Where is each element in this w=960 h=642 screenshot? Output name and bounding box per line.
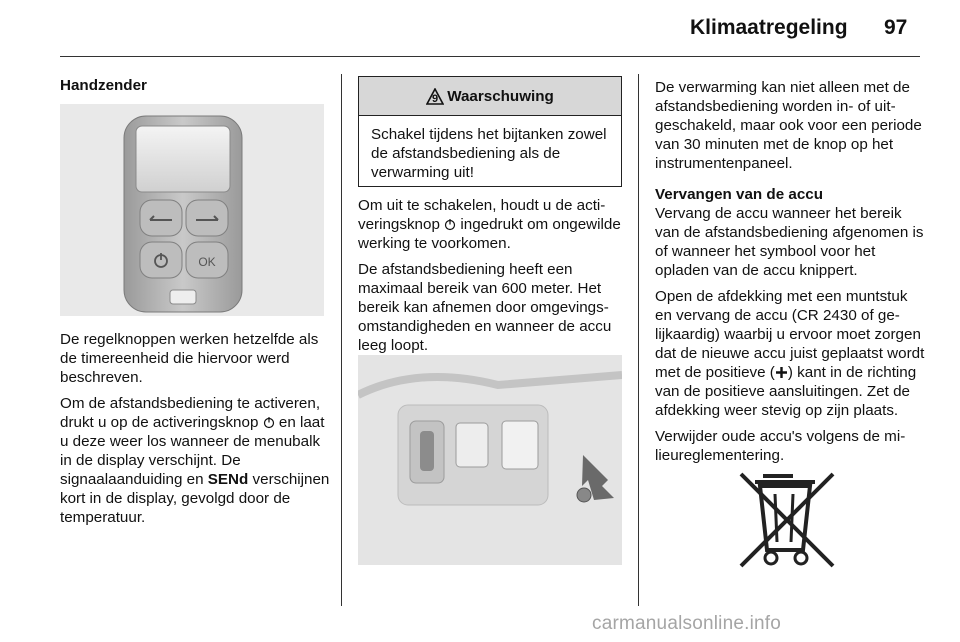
text: verschijnen kort in de display, gevolgd door de temperatuur. — [60, 471, 330, 526]
warning-box — [358, 76, 622, 187]
section-heading-handzender: Handzender — [60, 77, 147, 94]
text: Om uit te schakelen, houdt u de activeringsknop — [358, 197, 606, 233]
paragraph: Vervang de accu wanneer het bereik van de afstandsbediening afgenomen is of wanneer het symbool voor het opladen van de accu knippert. — [655, 205, 924, 279]
crossed-out-bin-icon — [735, 468, 841, 572]
ok-button-label: OK — [198, 255, 216, 269]
paragraph: De afstandsbediening heeft een maximaal bereik van 600 meter. Het bereik kan afnemen door omgevingsomstandigheden en wanneer de accu leeg loopt. — [358, 261, 612, 354]
weee-recycling-figure — [735, 468, 841, 577]
text: Open de afdekking met een muntstuk en vervang de accu (CR 2430 of gelijkaardig) waarbij u ervoor moet zorgen dat de nieuwe accu juist geplaatst wordt met de positieve ( — [655, 288, 925, 381]
page-number: 97 — [884, 16, 908, 39]
paragraph — [60, 394, 330, 527]
warning-text: Schakel tijdens het bijtanken zowel de afstandsbediening als de verwarming uit! — [371, 126, 607, 181]
power-icon — [263, 416, 275, 429]
svg-text:9: 9 — [432, 92, 439, 105]
text: Om de afstandsbediening te activeren, drukt u op de activeringsknop — [60, 395, 321, 431]
header-divider — [60, 56, 920, 57]
column-3-text — [655, 78, 925, 472]
remote-control-illustration — [60, 104, 324, 316]
text: ingedrukt om ongewilde werking te voorkomen. — [358, 216, 621, 252]
page-title: Klimaatregeling — [690, 16, 848, 39]
text: ) kant in de richting van de positieve aansluitingen. Zet de afdekking weer stevig op zijn plaats. — [655, 364, 917, 419]
dashboard-button-figure — [358, 355, 622, 565]
column-1-text — [60, 330, 330, 534]
plus-icon — [775, 366, 788, 379]
warning-title: Waarschuwing — [447, 87, 554, 105]
text: en laat u deze weer los wanneer de menubalk in de display verschijnt. De signaalaanduiding en — [60, 414, 325, 488]
section-heading-battery: Vervangen van de accu — [655, 186, 823, 203]
column-2-text — [358, 196, 624, 362]
display-code: SENd — [207, 471, 249, 488]
dashboard-illustration — [358, 355, 622, 565]
paragraph: Verwijder oude accu's volgens de milieureglementering. — [655, 428, 906, 464]
paragraph — [358, 196, 624, 253]
paragraph: De regelknoppen werken hetzelfde als de timereenheid die hiervoor werd beschreven. — [60, 331, 319, 386]
column-divider-1 — [341, 74, 342, 606]
warning-header — [359, 77, 621, 116]
warning-triangle-icon — [426, 88, 444, 105]
paragraph: De verwarming kan niet alleen met de afstandsbediening worden in- of uitgeschakeld, maar ook voor een periode van 30 minuten met de knop op het instrumentenpaneel. — [655, 79, 922, 172]
watermark: carmanualsonline.info — [592, 613, 782, 634]
power-icon — [444, 218, 456, 231]
remote-control-figure — [60, 104, 324, 316]
paragraph — [655, 287, 925, 420]
column-1 — [60, 76, 328, 102]
column-divider-2 — [638, 74, 639, 606]
